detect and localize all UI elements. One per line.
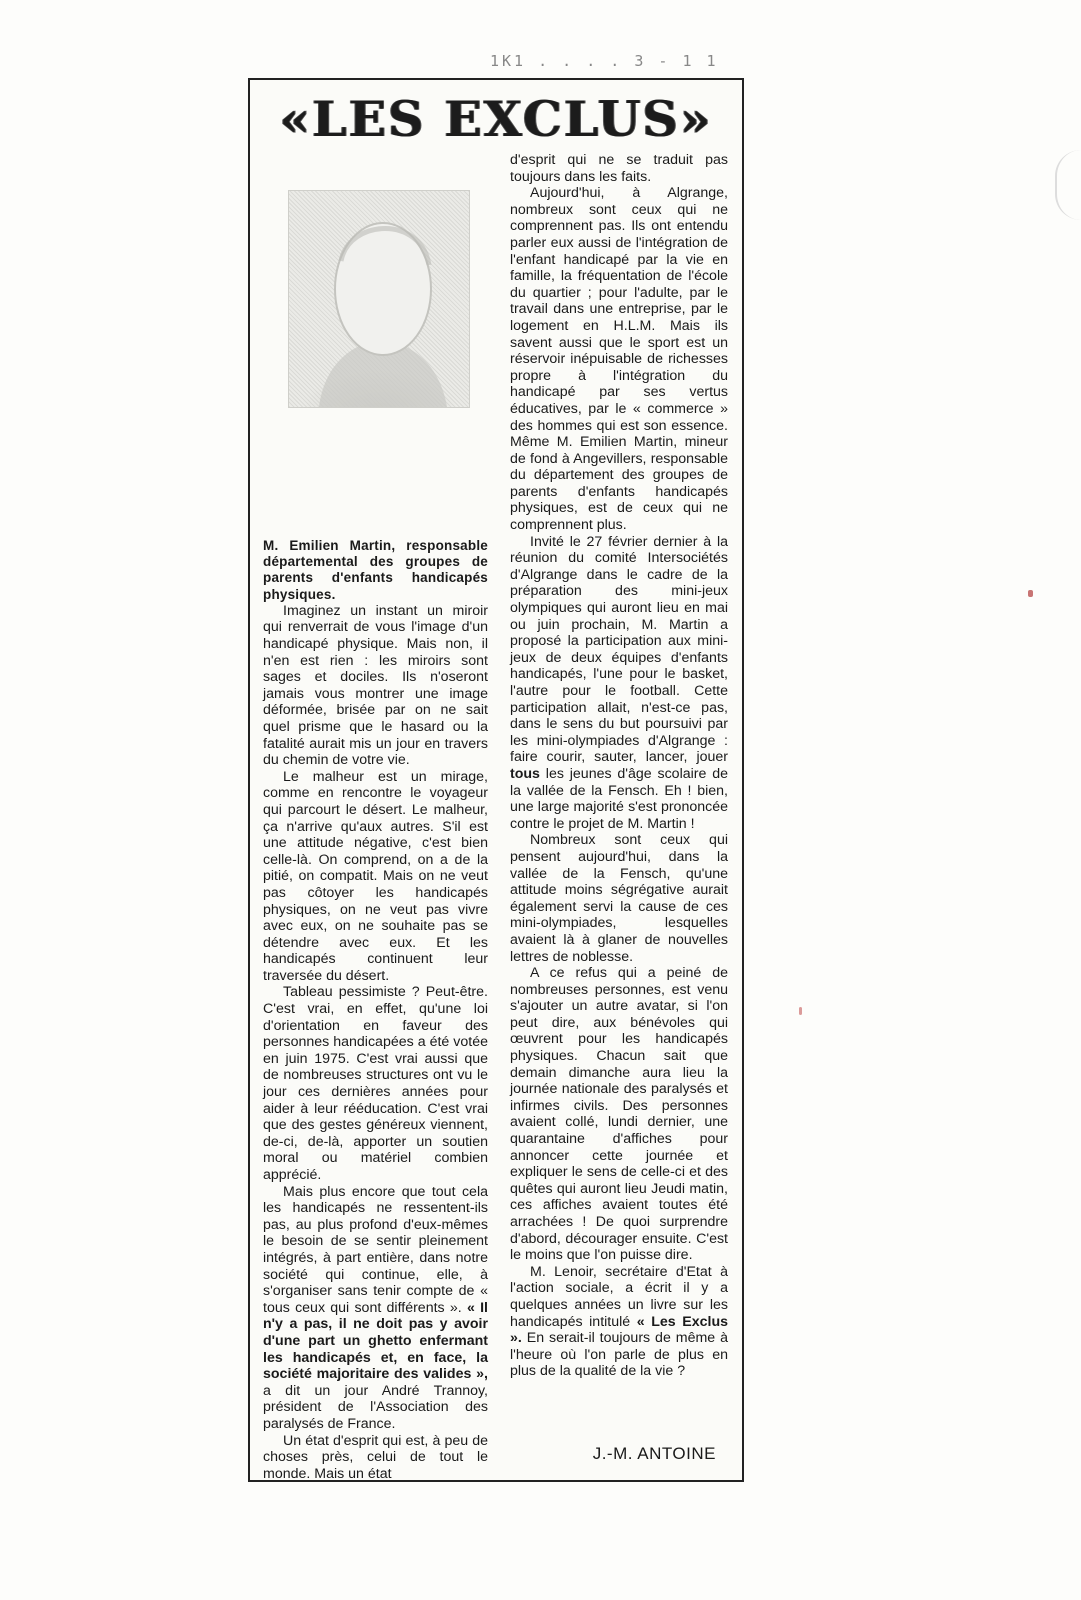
article-headline: «LES EXCLUS» — [279, 90, 713, 148]
right-paragraph-4: Nombreux sont ceux qui pensent aujourd'hui, dans la vallée de la Fensch, qu'une attitude moins ségrégative aurait également servi la cause de ces mini-olympiades, lesquelles avaient là à glaner de nouvelles lettres de noblesse. — [510, 832, 728, 965]
left-paragraph-4-text: Mais plus encore que tout cela les handicapés ne ressentent-ils pas, au plus profond d'eux-mêmes le besoin de se sentir pleinement intégrés, à part entière, dans notre société qui continue, elle, à s'organiser sans tenir compte de « tous ceux qui sont différents ». — [263, 1183, 488, 1316]
left-paragraph-4 — [263, 1184, 488, 1433]
emphasis-tous: tous — [510, 765, 540, 782]
left-column — [263, 538, 488, 1482]
left-paragraph-1: Imaginez un instant un miroir qui renverrait de vous l'image d'un handicapé physique. Mais non, il n'en est rien : les miroirs sont sages et dociles. Ils n'oseront jamais vous montrer une image déformée, brisée par on ne sait quel prisme que le hasard ou la fatalité aurait mis un jour en travers du chemin de votre vie. — [263, 602, 488, 769]
speck-mark — [1028, 590, 1033, 597]
speck-mark — [799, 1007, 802, 1015]
right-paragraph-6 — [510, 1264, 728, 1380]
right-paragraph-2: Aujourd'hui, à Algrange, nombreux sont ceux qui ne comprennent pas. Ils ont entendu parler eux aussi de l'intégration de l'enfant handicapé par la vie en famille, la fréquentation de l'école du quartier ; pour l'adulte, par le travail dans une entreprise, par le logement en H.L.M. Mais ils savent aussi que le sport est un réservoir inépuisable de richesses propre à l'intégration du handicapé par ses vertus éducatives, par le « commerce » des hommes qui est son essence. Même M. Emilien Martin, mineur de fond à Angevillers, responsable du département des groupes de parents d'enfants handicapés physiques, est de ceux qui ne comprennent plus. — [510, 185, 728, 534]
right-paragraph-6-text: M. Lenoir, secrétaire d'Etat à l'action sociale, a écrit il y a quelques années un livre sur les handicapés intitulé — [510, 1263, 728, 1330]
portrait-photo — [288, 190, 470, 408]
book-title: « Les Exclus ». — [510, 1313, 729, 1347]
trannoy-attribution: a dit un jour André Trannoy, président de l'Association des paralysés de France. — [263, 1382, 488, 1432]
right-paragraph-3 — [510, 534, 728, 833]
newspaper-clipping — [248, 78, 744, 1482]
trannoy-quote: « Il n'y a pas, il ne doit pas y avoir d'une part un ghetto enfermant les handicapés et, en face, la société majoritaire des valides », — [263, 1299, 488, 1383]
left-paragraph-5: Un état d'esprit qui est, à peu de choses près, celui de tout le monde. Mais un état — [263, 1432, 488, 1482]
right-paragraph-3-end: les jeunes d'âge scolaire de la vallée de la Fensch. Eh ! bien, une large majorité s'est prononcée contre le projet de M. Martin ! — [510, 765, 728, 832]
right-paragraph-3-text: Invité le 27 février dernier à la réunion du comité Intersociétés d'Algrange dans le cadre de la préparation des mini-jeux olympiques qui auront lieu en mai ou juin prochain, M. Martin a proposé la participation aux mini-jeux de deux équipes d'enfants handicapés, l'une pour le basket, l'autre pour le football. Cette participation allait, n'est-ce pas, dans le sens du but poursuivi par les mini-olympiades d'Algrange : faire courir, sauter, lancer, jouer — [510, 533, 728, 766]
right-paragraph-5: A ce refus qui a peiné de nombreuses personnes, est venu s'ajouter un autre avatar, si l'on peut dire, aux bénévoles qui œuvrent pour les handicapés physiques. Chacun sait que demain dimanche aura lieu la journée nationale des paralysés et infirmes civils. Des personnes avaient collé, lundi dernier, une quarantaine d'affiches pour annoncer cette journée et expliquer le sens de celle-ci et des quêtes qui auront lieu Jeudi matin, ces affiches avaient toutes été arrachées ! De quoi surprendre d'abord, décourager ensuite. C'est le moins que l'on puisse dire. — [510, 965, 728, 1264]
right-column — [510, 152, 728, 1380]
portrait-figure-icon — [289, 191, 469, 407]
scan-date-stamp: 1K1 . . . . 3 - 1 1 — [490, 52, 719, 70]
binder-hole-mark — [1055, 150, 1081, 220]
left-paragraph-3: Tableau pessimiste ? Peut-être. C'est vrai, en effet, qu'une loi d'orientation en faveur des personnes handicapées a été votée en juin 1975. C'est vrai aussi que de nombreuses structures ont vu le jour ces dernières années pour aider à leur rééducation. C'est vrai que des gestes généreux viennent, de-ci, de-là, apporter un soutien moral ou matériel combien apprécié. — [263, 984, 488, 1183]
right-paragraph-1: d'esprit qui ne se traduit pas toujours dans les faits. — [510, 152, 728, 185]
author-signature: J.-M. ANTOINE — [592, 1444, 716, 1463]
photo-caption: M. Emilien Martin, responsable départemental des groupes de parents d'enfants handicapés physiques. — [263, 538, 488, 602]
left-paragraph-2: Le malheur est un mirage, comme en rencontre le voyageur qui parcourt le désert. Le malheur, ça n'arrive qu'aux autres. S'il est une attitude négative, c'est bien celle-là. On comprend, on a de la pitié, on compatit. Mais on ne veut pas côtoyer les handicapés physiques, on ne veut pas vivre avec eux, on ne souhaite pas se détendre avec eux. Et les handicapés continuent leur traversée du désert. — [263, 768, 488, 984]
right-paragraph-6-end: En serait-il toujours de même à l'heure où l'on parle de plus en plus de la qualité de la vie ? — [510, 1330, 728, 1380]
